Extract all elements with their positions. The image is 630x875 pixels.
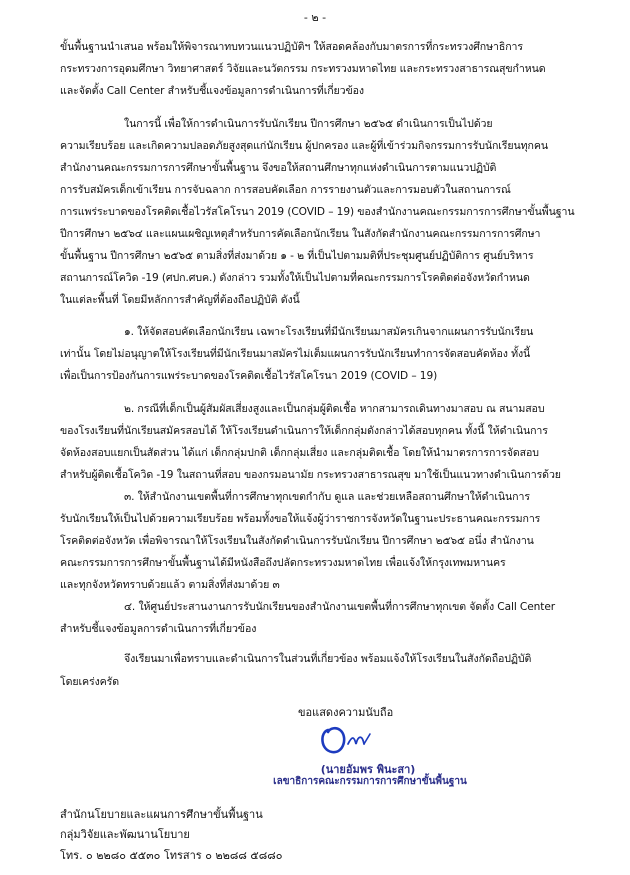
text-line: ขั้นพื้นฐานนำเสนอ พร้อมให้พิจารณาทบทวนแนวปฏิบัติฯ ให้สอดคล้องกับมาตรการที่กระทรวงศึกษาธิการ [60, 41, 523, 53]
footer-office: สำนักนโยบายและแผนการศึกษาขั้นพื้นฐาน [60, 808, 263, 821]
page-number: - ๒ - [303, 11, 327, 24]
signature-image [318, 722, 382, 756]
text-line: สำหรับผู้ติดเชื้อโควิด -19 ในสถานที่สอบ ของกรมอนามัย กระทรวงสาธารณสุข มาใช้เป็นแนวทางดำเนินการด้วย [60, 469, 561, 481]
text-line: ๒. กรณีที่เด็กเป็นผู้สัมผัสเสี่ยงสูงและเป็นกลุ่มผู้ติดเชื้อ หากสามารถเดินทางมาสอบ ณ สนามสอบ [124, 403, 545, 415]
text-line: เพื่อเป็นการป้องกันการแพร่ระบาดของโรคติดเชื้อไวรัสโคโรนา 2019 (COVID – 19) [60, 370, 438, 382]
text-line: รับนักเรียนให้เป็นไปด้วยความเรียบร้อย พร้อมทั้งขอให้แจ้งผู้ว่าราชการจังหวัดในฐานะประธานคณะกรรมการ [60, 513, 541, 525]
text-line: การแพร่ระบาดของโรคติดเชื้อไวรัสโคโรนา 2019 (COVID – 19) ของสำนักงานคณะกรรมการการศึกษาขั้นพื้นฐาน [60, 206, 575, 218]
text-line: และทุกจังหวัดทราบด้วยแล้ว ตามสิ่งที่ส่งมาด้วย ๓ [60, 579, 280, 591]
text-line: ขั้นพื้นฐาน ปีการศึกษา ๒๕๖๕ ตามสิ่งที่ส่งมาด้วย ๑ - ๒ ที่เป็นไปตามมติที่ประชุมศูนย์ปฏิบัติการ ศูนย์บริหาร [60, 250, 534, 262]
text-line: โรคติดต่อจังหวัด เพื่อพิจารณาให้โรงเรียนในสังกัดดำเนินการรับนักเรียน ปีการศึกษา ๒๕๖๕ อนึ่ง สำนักงาน [60, 535, 534, 547]
closing-salutation: ขอแสดงความนับถือ [298, 706, 394, 719]
text-line: ความเรียบร้อย และเกิดความปลอดภัยสูงสุดแก่นักเรียน ผู้ปกครอง และผู้ที่เข้าร่วมกิจกรรมการรับนักเรียนทุกคน [60, 140, 548, 152]
text-line: ในการนี้ เพื่อให้การดำเนินการรับนักเรียน ปีการศึกษา ๒๕๖๕ ดำเนินการเป็นไปด้วย [124, 118, 493, 130]
signer-name: (นายอัมพร พินะสา) [320, 763, 416, 776]
text-line: ๔. ให้ศูนย์ประสานงานการรับนักเรียนของสำนักงานเขตพื้นที่การศึกษาทุกเขต จัดตั้ง Call Center [124, 601, 555, 613]
text-line: ในแต่ละพื้นที่ โดยมีหลักการสำคัญที่ต้องถือปฏิบัติ ดังนี้ [60, 294, 300, 306]
signer-position: เลขาธิการคณะกรรมการการศึกษาขั้นพื้นฐาน [273, 776, 467, 787]
text-line: จึงเรียนมาเพื่อทราบและดำเนินการในส่วนที่เกี่ยวข้อง พร้อมแจ้งให้โรงเรียนในสังกัดถือปฏิบัติ [124, 653, 532, 665]
text-line: กระทรวงการอุดมศึกษา วิทยาศาสตร์ วิจัยและนวัตกรรม กระทรวงมหาดไทย และกระทรวงสาธารณสุขกำหนด [60, 63, 546, 75]
text-line: เท่านั้น โดยไม่อนุญาตให้โรงเรียนที่มีนักเรียนมาสมัครไม่เต็มแผนการรับนักเรียนทำการจัดสอบคัดห้อง ทั้งนี้ [60, 348, 531, 360]
text-line: ของโรงเรียนที่นักเรียนสมัครสอบได้ ให้โรงเรียนดำเนินการให้เด็กกลุ่มดังกล่าวได้สอบทุกคน ทั้งนี้ ให้ดำเนินการ [60, 425, 548, 437]
text-line: การรับสมัครเด็กเข้าเรียน การจับฉลาก การสอบคัดเลือก การรายงานตัวและการมอบตัวในสถานการณ์ [60, 184, 511, 196]
text-line: ๑. ให้จัดสอบคัดเลือกนักเรียน เฉพาะโรงเรียนที่มีนักเรียนมาสมัครเกินจากแผนการรับนักเรียน [124, 326, 534, 338]
text-line: คณะกรรมการการศึกษาขั้นพื้นฐานได้มีหนังสือถึงปลัดกระทรวงมหาดไทย เพื่อแจ้งให้กรุงเทพมหานคร [60, 557, 506, 569]
footer-division: กลุ่มวิจัยและพัฒนานโยบาย [60, 828, 190, 841]
text-line: ๓. ให้สำนักงานเขตพื้นที่การศึกษาทุกเขตกำกับ ดูแล และช่วยเหลือสถานศึกษาให้ดำเนินการ [124, 491, 530, 503]
text-line: จัดห้องสอบแยกเป็นสัดส่วน ได้แก่ เด็กกลุ่มปกติ เด็กกลุ่มเสี่ยง และกลุ่มติดเชื้อ โดยให้นำมาตรการการจัดสอบ [60, 447, 539, 459]
text-line: โดยเคร่งครัด [60, 676, 120, 688]
text-line: และจัดตั้ง Call Center สำหรับชี้แจงข้อมูลการดำเนินการที่เกี่ยวข้อง [60, 85, 364, 97]
text-line: ปีการศึกษา ๒๕๖๔ และแผนเผชิญเหตุสำหรับการคัดเลือกนักเรียน ในสังกัดสำนักงานคณะกรรมการการศึกษา [60, 228, 541, 240]
text-line: สถานการณ์โควิด -19 (ศปก.ศบค.) ดังกล่าว รวมทั้งให้เป็นไปตามที่คณะกรรมการโรคติดต่อจังหวัดกำหนด [60, 272, 530, 284]
text-line: สำนักงานคณะกรรมการการศึกษาขั้นพื้นฐาน จึงขอให้สถานศึกษาทุกแห่งดำเนินการตามแนวปฏิบัติ [60, 162, 497, 174]
text-line: สำหรับชี้แจงข้อมูลการดำเนินการที่เกี่ยวข้อง [60, 623, 257, 635]
footer-contact: โทร. ๐ ๒๒๘๐ ๕๕๓๐ โทรสาร ๐ ๒๒๘๘ ๕๘๘๐ [60, 849, 283, 862]
